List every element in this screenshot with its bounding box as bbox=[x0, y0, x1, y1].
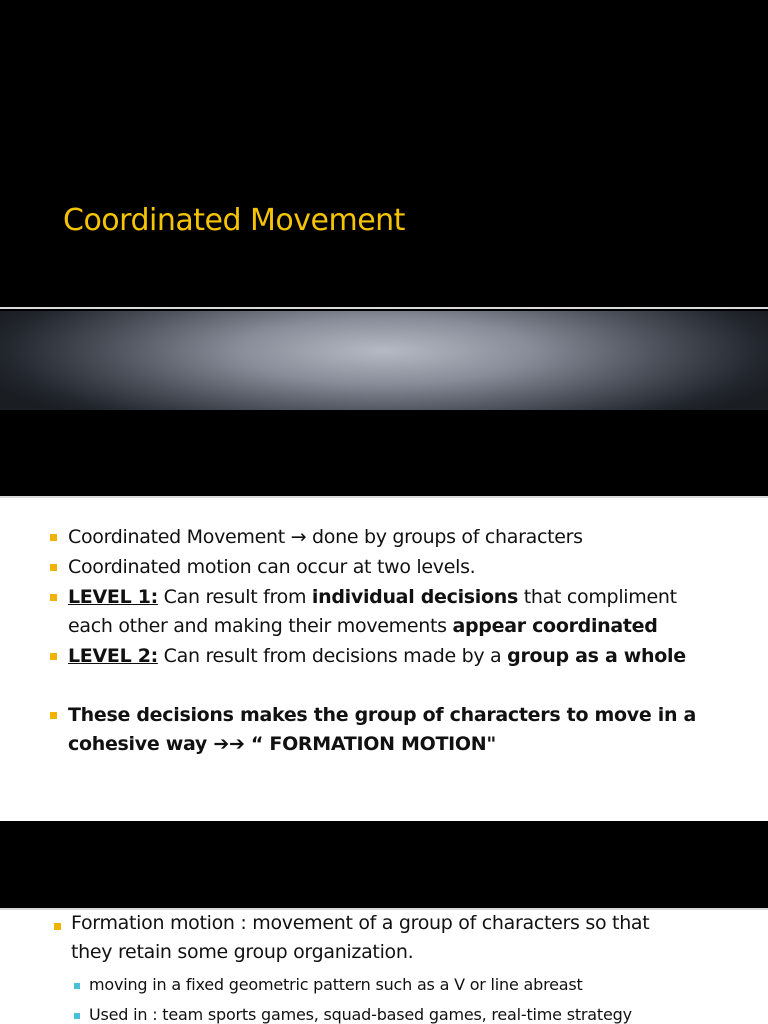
bullet-item: LEVEL 1: Can result from individual decisions that compliment bbox=[68, 586, 677, 608]
bullet-marker bbox=[50, 594, 57, 601]
bullet-continuation: cohesive way ➔➔ “ FORMATION MOTION" bbox=[68, 733, 496, 755]
bullet-item: Formation motion : movement of a group of characters so that bbox=[71, 912, 650, 934]
bullet-item: Coordinated motion can occur at two levels. bbox=[68, 556, 476, 578]
sub-bullet-item: Used in : team sports games, squad-based games, real-time strategy bbox=[89, 1005, 632, 1024]
bullet-marker bbox=[50, 534, 57, 541]
slide-heading: COORDINATED MOVEMENT bbox=[0, 410, 217, 429]
sub-bullet-item: moving in a fixed geometric pattern such as a V or line abreast bbox=[89, 975, 583, 994]
arrow-icon: → bbox=[290, 526, 307, 548]
bullet-item: Coordinated Movement → done by groups of characters bbox=[68, 526, 583, 548]
bullet-marker bbox=[50, 564, 57, 571]
slide-body bbox=[0, 910, 768, 1024]
sub-bullet-marker bbox=[74, 1013, 80, 1019]
slide-body bbox=[0, 498, 768, 821]
bullet-marker bbox=[50, 653, 57, 660]
bullet-continuation: they retain some group organization. bbox=[71, 941, 414, 963]
bullet-continuation: each other and making their movements appear coordinated bbox=[68, 615, 658, 637]
slide-title: Coordinated Movement bbox=[63, 203, 405, 238]
double-arrow-icon: ➔➔ bbox=[213, 733, 245, 755]
bullet-marker bbox=[54, 923, 61, 930]
slide-header bbox=[0, 821, 768, 908]
bullet-marker bbox=[50, 712, 57, 719]
slide-separator bbox=[0, 307, 768, 309]
title-slide bbox=[0, 0, 768, 307]
bullet-item: These decisions makes the group of characters to move in a bbox=[68, 704, 697, 726]
bullet-item: LEVEL 2: Can result from decisions made by a group as a whole bbox=[68, 645, 686, 667]
sub-bullet-marker bbox=[74, 983, 80, 989]
gradient-band bbox=[0, 311, 768, 410]
